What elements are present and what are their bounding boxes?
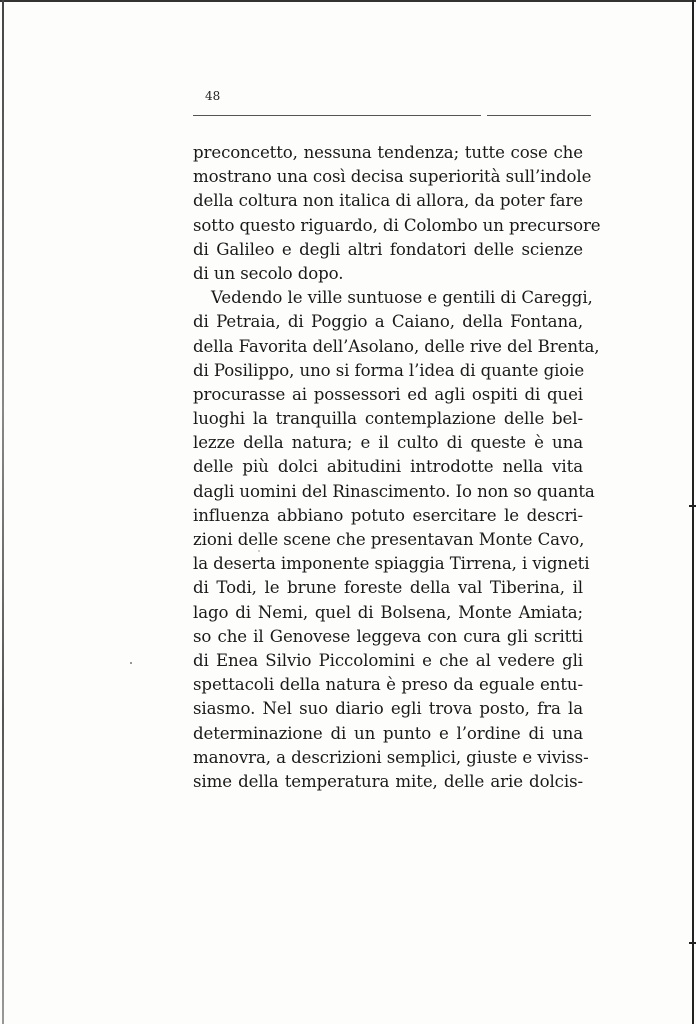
text-line: di Posilippo, uno si forma l’idea di quante gioie <box>193 360 585 380</box>
text-line: la deserta imponente spiaggia Tirrena, i vigneti <box>193 554 590 574</box>
scan-speck <box>130 662 132 664</box>
text-line: luoghi la tranquilla contemplazione delle bel- <box>193 409 583 429</box>
text-line: manovra, a descrizioni semplici, giuste e viviss- <box>193 747 589 767</box>
edge-tick-mark <box>689 505 696 507</box>
paragraph-start-line: Vedendo le ville suntuose e gentili di Careggi, <box>211 288 593 308</box>
text-line: mostrano una così decisa superiorità sull’indole <box>193 167 592 187</box>
text-line: delle più dolci abitudini introdotte nella vita <box>193 457 583 477</box>
text-line: lago di Nemi, quel di Bolsena, Monte Amiata; <box>193 602 583 622</box>
page-right-edge <box>692 0 694 1024</box>
page-top-edge <box>0 0 696 2</box>
text-line: della Favorita dell’Asolano, delle rive del Brenta, <box>193 336 600 356</box>
text-line: procurasse ai possessori ed agli ospiti di quei <box>193 384 583 404</box>
text-line: sime della temperatura mite, delle arie dolcis- <box>193 771 583 791</box>
text-line: zioni delle scene che presentavan Monte Cavo, <box>193 530 585 549</box>
text-line: dagli uomini del Rinascimento. Io non so quanta <box>193 481 595 501</box>
text-line: sotto questo riguardo, di Colombo un precursore <box>193 215 601 235</box>
text-line: spettacoli della natura è preso da eguale entu- <box>193 675 583 695</box>
header-rule <box>193 115 591 116</box>
text-line: della coltura non italica di allora, da poter fare <box>193 191 583 211</box>
text-line: di Enea Silvio Piccolomini e che al vedere gli <box>193 650 583 670</box>
text-line: so che il Genovese leggeva con cura gli scritti <box>193 626 583 646</box>
text-line: influenza abbiano potuto esercitare le descri- <box>193 505 583 525</box>
text-line: di Todi, le brune foreste della val Tiberina, il <box>193 578 583 598</box>
text-line: di Petraia, di Poggio a Caiano, della Fontana, <box>193 312 583 332</box>
paragraph-end-line: di un secolo dopo. <box>193 263 344 283</box>
scan-speck <box>258 550 260 552</box>
text-line: siasmo. Nel suo diario egli trova posto, fra la <box>193 699 583 719</box>
page-left-edge <box>2 0 4 1024</box>
edge-tick-mark <box>689 942 696 944</box>
text-line: determinazione di un punto e l’ordine di una <box>193 723 583 743</box>
text-line: di Galileo e degli altri fondatori delle scienze <box>193 239 583 259</box>
page-number: 48 <box>205 89 221 103</box>
body-text <box>193 141 601 794</box>
text-line: preconcetto, nessuna tendenza; tutte cose che <box>193 143 583 162</box>
text-line: lezze della natura; e il culto di queste è una <box>193 433 583 453</box>
